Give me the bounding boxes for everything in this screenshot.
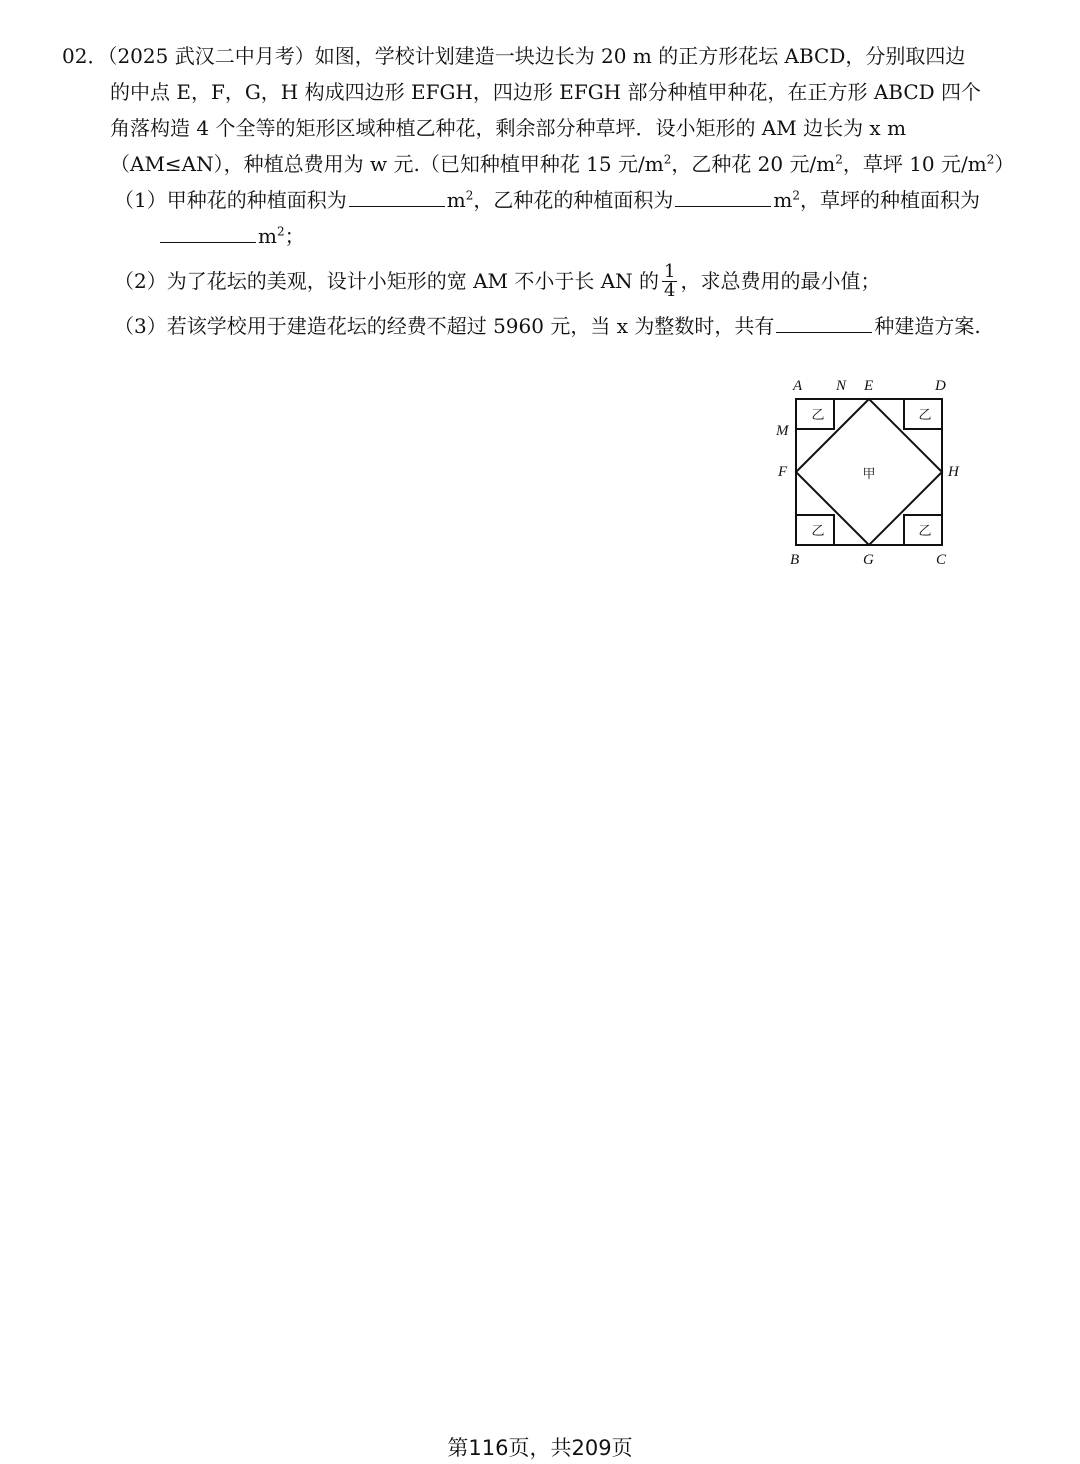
problem-line-2: 的中点 E，F，G，H 构成四边形 EFGH，四边形 EFGH 部分种植甲种花，在正方形 ABCD 四个 [110,80,982,104]
label-jia: 甲 [862,467,876,482]
label-yi: 乙 [811,524,825,539]
label-H: H [948,464,959,480]
flowerbed-diagram [768,372,968,572]
text: （AM≤AN），种植总费用为 w 元.（已知种植甲种花 15 元/m [110,152,664,176]
answer-blank[interactable] [160,220,256,243]
problem-line-4 [62,146,1042,182]
q1-text: （1）甲种花的种植面积为 [114,188,347,212]
question-1-cont [62,218,1042,254]
q1-text: ，乙种花的种植面积为 [473,188,674,212]
problem-line-3: 角落构造 4 个全等的矩形区域种植乙种花，剩余部分种草坪．设小矩形的 AM 边长为 x m [110,116,907,140]
label-N: N [836,378,847,394]
q2-text: ，求总费用的最小值； [680,269,881,293]
problem-line-1: 02．（2025 武汉二中月考）如图，学校计划建造一块边长为 20 m 的正方形花坛 ABCD，分别取四边 [62,44,966,68]
superscript: 2 [663,152,672,167]
superscript: 2 [986,152,995,167]
unit: m [258,224,277,248]
text: ，乙种花 20 元/m [671,152,836,176]
text: ，草坪 10 元/m [842,152,987,176]
unit: m [773,188,793,212]
superscript: 2 [276,224,285,239]
superscript: 2 [835,152,843,167]
answer-blank[interactable] [675,184,771,207]
text: ） [994,152,1015,176]
question-1 [62,182,1042,218]
q1-text: ，草坪的种植面积为 [799,188,980,212]
question-2 [62,254,1042,308]
label-yi: 乙 [811,408,825,423]
superscript: 2 [465,188,474,203]
punct: ； [284,224,305,248]
label-G: G [863,552,874,568]
q3-text: 种建造方案. [874,314,981,338]
label-yi: 乙 [918,408,932,423]
label-D: D [935,378,946,394]
superscript: 2 [792,188,800,203]
label-E: E [864,378,874,394]
problem-02 [62,38,1042,344]
label-A: A [793,378,803,394]
label-C: C [936,552,947,568]
fraction-one-quarter [662,260,677,301]
label-F: F [778,464,788,480]
fraction-numerator: 1 [664,260,676,282]
answer-blank[interactable] [776,310,872,333]
label-B: B [790,552,800,568]
label-yi: 乙 [918,524,932,539]
label-M: M [776,423,789,439]
question-3 [62,308,1042,344]
fraction-denominator: 4 [664,279,676,301]
unit: m [446,188,466,212]
page-footer: 第116页，共209页 [447,1436,633,1460]
answer-blank[interactable] [349,184,445,207]
q3-text: （3）若该学校用于建造花坛的经费不超过 5960 元，当 x 为整数时，共有 [114,314,775,338]
q2-text: （2）为了花坛的美观，设计小矩形的宽 AM 不小于长 AN 的 [114,269,660,293]
